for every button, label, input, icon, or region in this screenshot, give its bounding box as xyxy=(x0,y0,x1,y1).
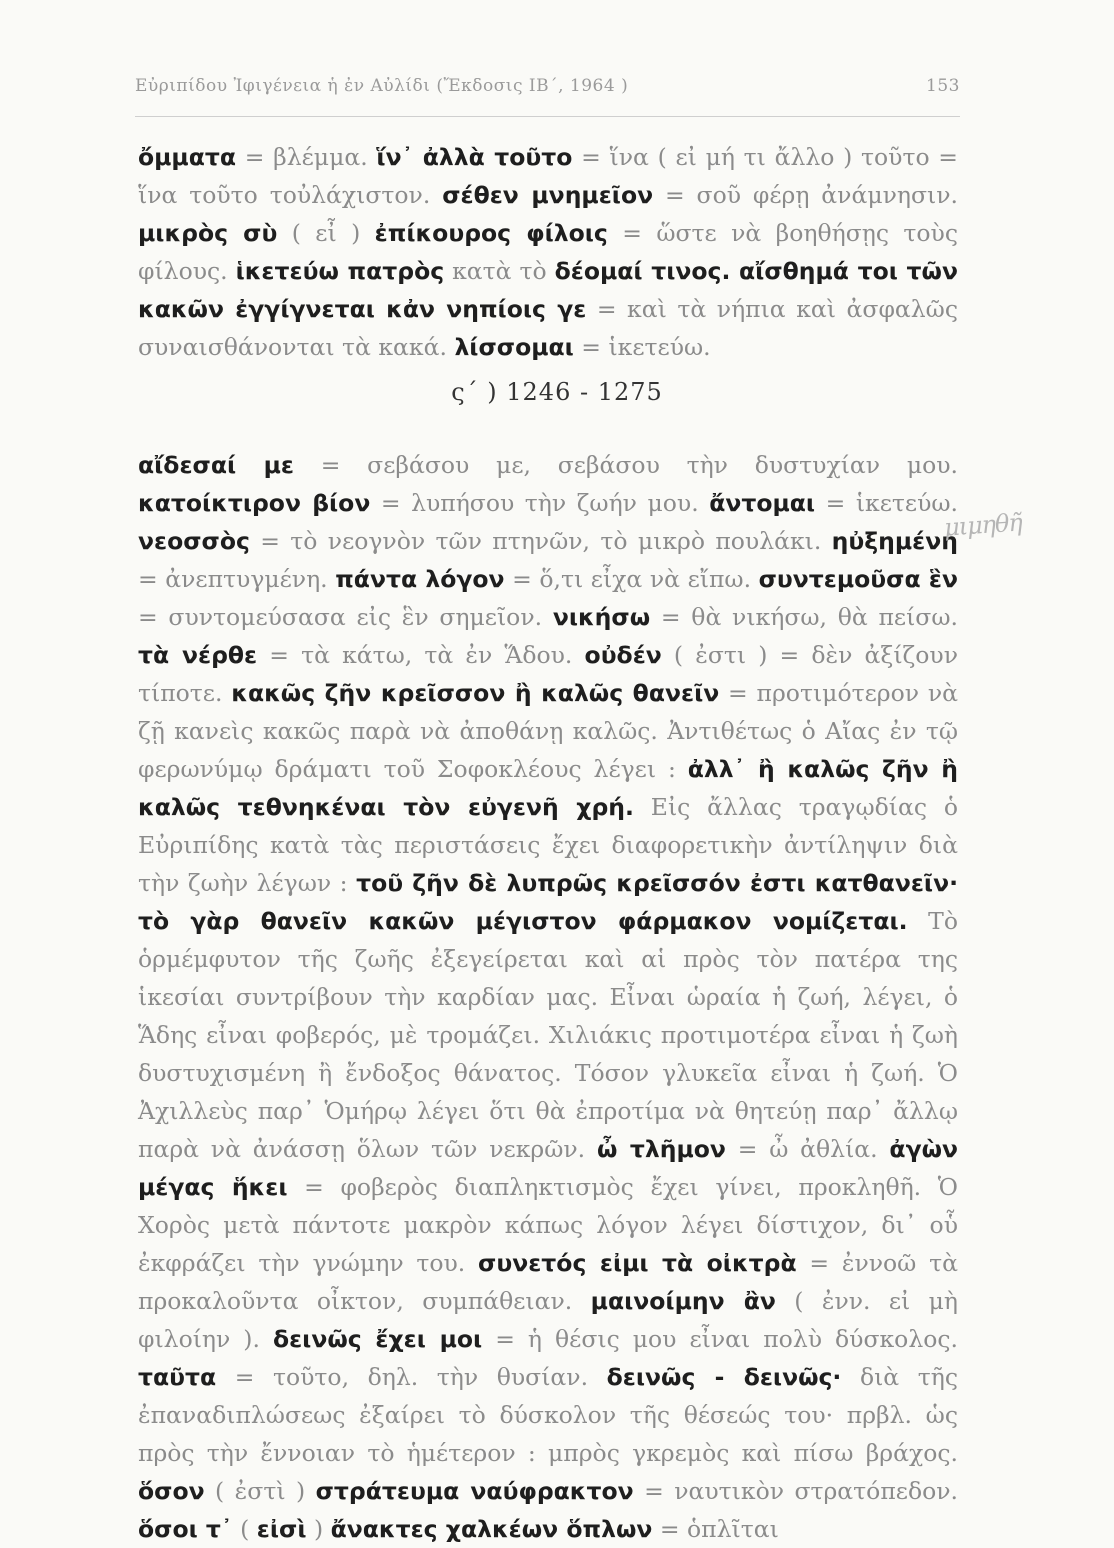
gloss: = ἐννοῶ τὰ προκαλοῦντα οἶκτον, συμπάθειαν. xyxy=(138,1249,958,1315)
lemma: δεινῶς ἔχει μοι xyxy=(272,1325,483,1353)
gloss: = βλέμμα. xyxy=(236,143,377,171)
lemma: στράτευμα ναύφρακτον xyxy=(315,1477,634,1505)
gloss: Εἰς ἄλλας τραγῳδίας ὁ Εὐριπίδης κατὰ τὰς περιστάσεις ἔχει διαφορετικὴν ἀντίληψιν διὰ τὴν ζωὴν λέγων : xyxy=(138,793,958,897)
lemma: νεοσσὸς xyxy=(138,527,250,555)
lemma: μαινοίμην ἂν xyxy=(590,1287,776,1315)
lemma: ὦ τλῆμον xyxy=(596,1135,726,1163)
lemma: μικρὸς σὺ xyxy=(138,219,278,247)
lemma: πάντα λόγον xyxy=(335,565,505,593)
gloss: = θὰ νικήσω, θὰ πείσω. xyxy=(650,603,958,631)
lemma: ἀλλ᾽ ἢ καλῶς ζῆν ἢ καλῶς τεθνηκέναι τὸν εὐγενῆ χρή. xyxy=(138,755,958,821)
lemma: ἱκετεύω πατρὸς xyxy=(235,257,445,285)
header-rule xyxy=(135,116,960,117)
gloss: = ἵνα ( εἰ μή τι ἄλλο ) τοῦτο = ἵνα τοῦτο τοὐλάχιστον. xyxy=(138,143,959,209)
running-header xyxy=(135,76,960,104)
gloss: = καὶ τὰ νήπια καὶ ἀσφαλῶς συναισθάνονται τὰ κακά. xyxy=(138,295,958,361)
lemma: αἴδεσαί με xyxy=(138,451,294,479)
handwritten-margin-note: μιμηθῆ xyxy=(943,508,1023,542)
gloss: διὰ τῆς ἐπαναδιπλώσεως ἐξαίρει τὸ δύσκολον τῆς θέσεώς του· πρβλ. ὡς πρὸς τὴν ἔννοιαν τὸ ἡμέτερον : μπρὸς γκρεμὸς καὶ πίσω βράχος. xyxy=(138,1363,958,1467)
lemma: ἄνακτες χαλκέων ὅπλων xyxy=(330,1515,653,1543)
lemma: ὄμματα xyxy=(138,143,237,171)
gloss: = σοῦ φέρῃ ἀνάμνησιν. xyxy=(653,181,958,209)
lemma: τοῦ ζῆν δὲ λυπρῶς κρεῖσσόν ἐστι κατθανεῖν· τὸ γὰρ θανεῖν κακῶν μέγιστον φάρμακον νομίζεται. xyxy=(138,869,958,935)
lemma: ἐπίκουρος φίλοις xyxy=(374,219,608,247)
running-title: Εὐριπίδου Ἰφιγένεια ἡ ἐν Αὐλίδι (Ἔκδοσις ΙΒ΄, 1964 ) xyxy=(135,76,629,96)
lemma: ἄντομαι xyxy=(709,489,816,517)
gloss: = ἡ θέσις μου εἶναι πολὺ δύσκολος. xyxy=(482,1325,958,1353)
gloss: κατὰ τὸ xyxy=(444,257,555,285)
commentary-block-1 xyxy=(138,138,958,366)
section-heading: ς΄ ) 1246 - 1275 xyxy=(451,378,663,406)
lemma: ὅσον xyxy=(138,1477,205,1505)
lemma: ταῦτα xyxy=(138,1363,217,1391)
lemma: σέθεν μνημεῖον xyxy=(442,181,654,209)
lemma: κατοίκτιρον βίον xyxy=(138,489,371,517)
commentary-block-2 xyxy=(138,446,958,1548)
gloss: ( εἶ ) xyxy=(277,219,375,247)
gloss: ( ἐστὶ ) xyxy=(204,1477,316,1505)
lemma: δεινῶς - δεινῶς· xyxy=(606,1363,842,1391)
lemma: λίσσομαι xyxy=(454,333,574,361)
gloss: = ὦ ἀθλία. xyxy=(725,1135,890,1163)
gloss: = σεβάσου με, σεβάσου τὴν δυστυχίαν μου. xyxy=(293,451,959,479)
gloss: = τὰ κάτω, τὰ ἐν Ἅδου. xyxy=(257,641,585,669)
lemma: ὅσοι τ᾽ xyxy=(138,1515,233,1543)
gloss: = τὸ νεογνὸν τῶν πτηνῶν, τὸ μικρὸ πουλάκι. xyxy=(249,527,832,555)
lemma: συντεμοῦσα ἓν xyxy=(758,565,958,593)
lemma: νικήσω xyxy=(552,603,651,631)
lemma: εἰσὶ xyxy=(256,1515,307,1543)
gloss: = ὥστε νὰ βοηθήσῃς τοὺς φίλους. xyxy=(138,219,958,285)
gloss: ( xyxy=(232,1515,257,1543)
gloss: = ἱκετεύω. xyxy=(573,333,711,361)
gloss: = συντομεύσασα εἰς ἓν σημεῖον. xyxy=(138,603,553,631)
gloss: ( ἐνν. εἰ μὴ φιλοίην ). xyxy=(138,1287,959,1353)
gloss: = τοῦτο, δηλ. τὴν θυσίαν. xyxy=(216,1363,607,1391)
gloss: = λυπήσου τὴν ζωήν μου. xyxy=(370,489,710,517)
lemma: ἀγὼν μέγας ἥκει xyxy=(138,1135,959,1201)
lemma: τὰ νέρθε xyxy=(138,641,258,669)
gloss: = ὅ,τι εἶχα νὰ εἴπω. xyxy=(504,565,759,593)
gloss: ( ἐστι ) = δὲν ἀξίζουν τίποτε. xyxy=(138,641,958,707)
lemma: συνετός εἰμι τὰ οἰκτρὰ xyxy=(478,1249,797,1277)
gloss: Τὸ ὁρμέμφυτον τῆς ζωῆς ἐξεγείρεται καὶ αἱ πρὸς τὸν πατέρα της ἱκεσίαι συντρίβουν τὴν καρδίαν μας. Εἶναι ὡραία ἡ ζωή, λέγει, ὁ Ἅδης εἶναι φοβερός, μὲ τρομάζει. Χιλιάκις προτιμοτέρα εἶναι ἡ ζωὴ δυστυχισμένη ἢ ἔνδοξος θάνατος. Τόσον γλυκεῖα εἶναι ἡ ζωή. Ὁ Ἀχιλλεὺς παρ᾽ Ὁμήρῳ λέγει ὅτι θὰ ἐπροτίμα νὰ θητεύῃ παρ᾽ ἄλλῳ παρὰ νὰ ἀνάσσῃ ὅλων τῶν νεκρῶν. xyxy=(138,907,958,1163)
gloss: = ἱκετεύω. xyxy=(815,489,958,517)
lemma: οὐδέν xyxy=(584,641,662,669)
lemma: ηὐξημένη xyxy=(831,527,958,555)
gloss: = ὁπλῖται xyxy=(652,1515,779,1543)
gloss: ) xyxy=(306,1515,331,1543)
gloss: = φοβερὸς διαπληκτισμὸς ἔχει γίνει, προκληθῆ. Ὁ Χορὸς μετὰ πάντοτε μακρὸν κάπως λόγον λέγει δίστιχον, δι᾽ οὗ ἐκφράζει τὴν γνώμην του. xyxy=(138,1173,958,1277)
paragraph xyxy=(138,138,958,366)
lemma: κακῶς ζῆν κρεῖσσον ἢ καλῶς θανεῖν xyxy=(231,679,720,707)
gloss: = ναυτικὸν στρατόπεδον. xyxy=(633,1477,958,1505)
page-number: 153 xyxy=(926,76,960,96)
paragraph xyxy=(138,446,958,1548)
gloss: = προτιμότερον νὰ ζῇ κανεὶς κακῶς παρὰ νὰ ἀποθάνῃ καλῶς. Ἀντιθέτως ὁ Αἴας ἐν τῷ φερωνύμῳ δράματι τοῦ Σοφοκλέους λέγει : xyxy=(138,679,958,783)
gloss: = ἀνεπτυγμένη. xyxy=(138,565,336,593)
lemma: ἵν᾽ ἀλλὰ τοῦτο xyxy=(376,143,573,171)
lemma: δέομαί τινος. αἴσθημά τοι τῶν κακῶν ἐγγίγνεται κἀν νηπίοις γε xyxy=(138,257,958,323)
